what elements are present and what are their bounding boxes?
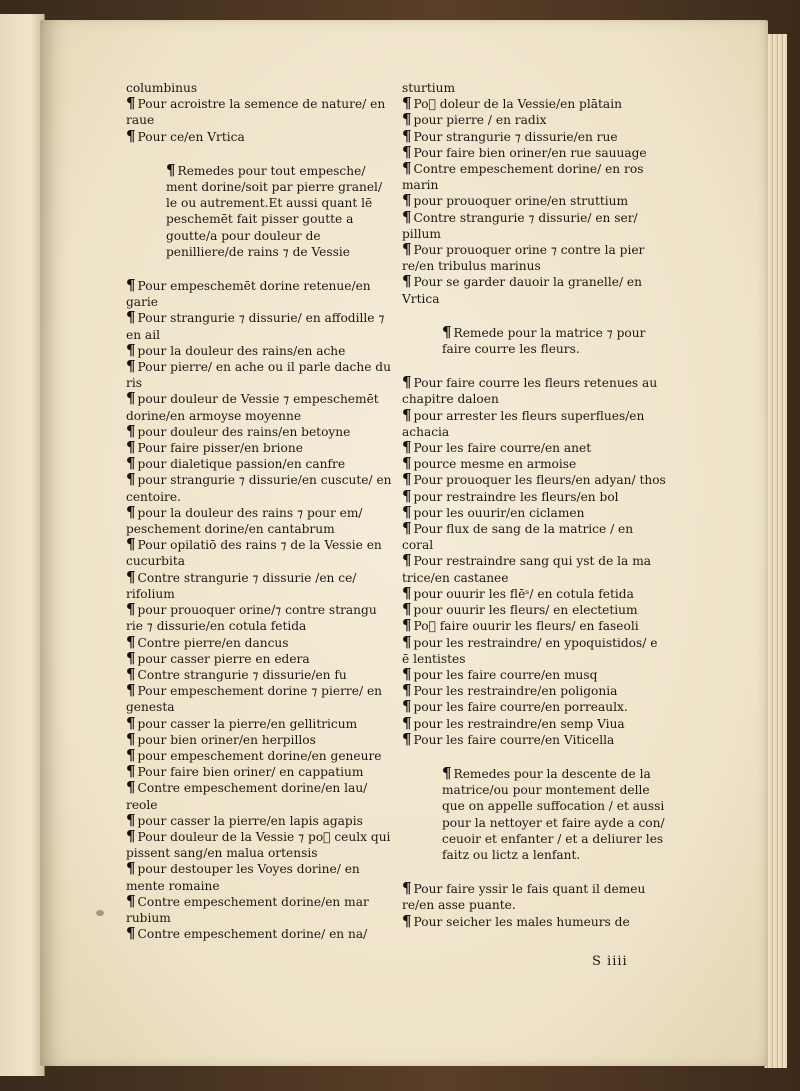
signature-mark: S iiii (592, 954, 628, 969)
entry-text: pour dialetique passion/en canfre (137, 457, 346, 472)
pilcrow-icon: ¶ (402, 713, 412, 732)
entry-text: pour ouurir les fleurs/ en electetium (413, 603, 638, 618)
pilcrow-icon: ¶ (402, 502, 412, 521)
entry-text: pour casser pierre en edera (137, 651, 310, 666)
entry-text: Remedes pour tout empesche/ ment dorine/soit par pierre granel/ le ou autrement.Et aussi quant lē peschemēt fait pisser goutte a goutte/a pour douleur de penilliere/de rains ⁊ de Vessie (166, 163, 383, 259)
remedy-entry (402, 126, 666, 145)
entry-text: pour les faire courre/en porreaulx. (413, 700, 628, 715)
remedy-entry (126, 632, 392, 651)
pilcrow-icon: ¶ (126, 276, 136, 295)
remedy-entry (126, 502, 392, 537)
remedy-entry (126, 891, 392, 926)
entry-text: Pour empeschement dorine ⁊ pierre/ en genesta (126, 684, 383, 715)
pilcrow-icon: ¶ (402, 191, 412, 210)
remedy-entry (402, 713, 666, 732)
remedy-entry (126, 456, 392, 472)
section-heading (126, 160, 392, 260)
pilcrow-icon: ¶ (402, 519, 412, 538)
entry-text: pour strangurie ⁊ dissurie/en cuscute/ en centoire. (126, 473, 392, 504)
entry-text: Pour les faire courre/en Viticella (413, 732, 615, 747)
remedy-entry (402, 602, 666, 618)
pilcrow-icon: ¶ (126, 438, 136, 457)
pilcrow-icon: ¶ (402, 110, 412, 129)
remedy-entry (402, 729, 666, 748)
pilcrow-icon: ¶ (402, 94, 412, 113)
remedy-entry (402, 142, 666, 161)
entry-text: Remede pour la matrice ⁊ pour faire courre les fleurs. (442, 325, 646, 357)
pilcrow-icon: ¶ (126, 567, 136, 586)
remedy-entry (126, 359, 392, 391)
remedy-entry (402, 472, 666, 488)
pilcrow-icon: ¶ (402, 879, 412, 898)
remedy-entry (126, 683, 392, 715)
entry-text: Contre empeschement dorine/en mar rubium (126, 894, 369, 925)
remedy-entry (402, 207, 666, 242)
ink-blot (96, 910, 104, 916)
entry-text: pour la douleur des rains/en ache (137, 343, 346, 358)
entry-text: Pour flux de sang de la matrice / en coral (402, 522, 634, 553)
pilcrow-icon: ¶ (126, 810, 136, 829)
remedy-entry (402, 193, 666, 209)
entry-text: Pour faire yssir le fais quant il demeu re/en asse puante. (402, 882, 646, 913)
left-page-edge (0, 14, 45, 1076)
pilcrow-icon: ¶ (402, 600, 412, 619)
entry-text: Pour les faire courre/en anet (413, 441, 592, 456)
entry-text: pour la douleur des rains ⁊ pour em/ peschement dorine/en cantabrum (126, 505, 363, 537)
remedy-entry (126, 537, 392, 569)
remedy-entry (402, 664, 666, 683)
section-heading (402, 763, 666, 863)
entry-text: pour casser la pierre/en gellitricum (137, 716, 358, 731)
entry-text: Pour se garder dauoir la granelle/ en Vrtica (402, 275, 642, 306)
pilcrow-icon: ¶ (126, 713, 136, 732)
entry-text: pour douleur des rains/en betoyne (137, 424, 351, 439)
pilcrow-icon: ¶ (402, 240, 412, 259)
remedy-entry (402, 274, 666, 306)
entry-text: Pour faire courre les fleurs retenues au chapitre daloen (402, 376, 658, 407)
remedy-entry (402, 911, 666, 930)
entry-text: Pour prouoquer les fleurs/en adyan/ thos (413, 473, 666, 488)
entry-text: pour les faire courre/en musq (413, 667, 598, 682)
remedy-entry (402, 456, 666, 472)
entry-text: pour arrester les fleurs superflues/en achacia (402, 408, 645, 439)
entry-text: sturtium (402, 81, 456, 95)
remedy-entry (402, 683, 666, 699)
pilcrow-icon: ¶ (402, 911, 412, 930)
entry-text: Pour pierre/ en ache ou il parle dache du ris (126, 360, 391, 391)
pilcrow-icon: ¶ (126, 859, 136, 878)
pilcrow-icon: ¶ (126, 826, 136, 845)
right-text-column (402, 80, 666, 930)
pilcrow-icon: ¶ (402, 486, 412, 505)
entry-text: pour prouoquer orine/⁊ contre strangu rie ⁊ dissurie/en cotula fetida (126, 603, 377, 634)
pilcrow-icon: ¶ (402, 373, 412, 392)
entry-text: pour pierre / en radix (413, 113, 547, 128)
pilcrow-icon: ¶ (166, 160, 176, 179)
remedy-entry (126, 440, 392, 456)
entry-text: pour prouoquer orine/en struttium (413, 194, 629, 209)
remedy-entry (402, 440, 666, 456)
entry-text: Contre empeschement dorine/ en na/ (137, 927, 368, 942)
entry-text: Pour empeschemēt dorine retenue/en garie (126, 279, 371, 310)
entry-text: Remedes pour la descente de la matrice/ou pour montement delle que on appelle suffocation / et aussi pour la nettoyer et faire ayde a con/ ceuoir et enfanter / et a deliurer les faitz ou lictz a lenfant. (442, 766, 665, 862)
pilcrow-icon: ¶ (126, 729, 136, 748)
entry-text: Pour faire pisser/en brione (137, 441, 303, 456)
remedy-entry (402, 405, 666, 440)
entry-text: Pour restraindre sang qui yst de la ma trice/en castanee (402, 554, 652, 585)
pilcrow-icon: ¶ (126, 126, 136, 145)
left-text-column (126, 80, 392, 942)
remedy-entry (126, 861, 392, 893)
remedy-entry (126, 602, 392, 634)
remedy-entry (402, 486, 666, 505)
remedy-entry (126, 664, 392, 683)
remedy-entry (126, 713, 392, 732)
pilcrow-icon: ¶ (126, 454, 136, 473)
pilcrow-icon: ¶ (126, 389, 136, 408)
remedy-entry (402, 375, 666, 407)
pilcrow-icon: ¶ (402, 207, 412, 226)
pilcrow-icon: ¶ (402, 454, 412, 473)
entry-text: Pour faire bien oriner/ en cappatium (137, 765, 364, 780)
pilcrow-icon: ¶ (126, 664, 136, 683)
remedy-entry (402, 618, 666, 634)
pilcrow-icon: ¶ (402, 470, 412, 489)
entry-text: Contre empeschement dorine/ en ros marin (402, 162, 644, 193)
remedy-entry (126, 780, 392, 812)
remedy-entry (402, 553, 666, 585)
entry-text: pour les restraindre/ en ypoquistidos/ e ē lentistes (402, 635, 658, 666)
pilcrow-icon: ¶ (126, 470, 136, 489)
remedy-entry (402, 161, 666, 193)
remedy-entry (126, 340, 392, 359)
pilcrow-icon: ¶ (126, 421, 136, 440)
entry-text: Pour prouoquer orine ⁊ contre la pier re/en tribulus marinus (402, 243, 645, 274)
remedy-entry (402, 242, 666, 274)
entry-text: pour les ouurir/en ciclamen (413, 505, 585, 520)
remedy-entry (126, 80, 392, 96)
pilcrow-icon: ¶ (442, 322, 452, 341)
entry-text: Pour les restraindre/en poligonia (413, 684, 618, 699)
pilcrow-icon: ¶ (402, 632, 412, 651)
entry-text: pour restraindre les fleurs/en bol (413, 489, 619, 504)
pilcrow-icon: ¶ (126, 891, 136, 910)
pilcrow-icon: ¶ (402, 405, 412, 424)
pilcrow-icon: ¶ (126, 762, 136, 781)
remedy-entry (126, 278, 392, 310)
pilcrow-icon: ¶ (126, 632, 136, 651)
remedy-entry (126, 310, 392, 342)
entry-text: Poᷣ faire ouurir les fleurs/ en faseoli (413, 619, 639, 634)
remedy-entry (126, 826, 392, 861)
pilcrow-icon: ¶ (402, 681, 412, 700)
remedy-entry (126, 926, 392, 942)
entry-text: columbinus (126, 81, 198, 95)
remedy-entry (402, 583, 666, 602)
remedy-entry (402, 521, 666, 553)
entry-text: pour destouper les Voyes dorine/ en mente romaine (126, 862, 360, 893)
entry-text: Poᷣ doleur de la Vessie/en plātain (413, 97, 622, 112)
remedy-entry (126, 648, 392, 667)
entry-text: Contre strangurie ⁊ dissurie/ en ser/ pillum (402, 210, 638, 241)
remedy-entry (126, 126, 392, 145)
pilcrow-icon: ¶ (126, 308, 136, 327)
entry-text: Pour acroistre la semence de nature/ en raue (126, 97, 386, 128)
remedy-entry (126, 391, 392, 423)
remedy-entry (402, 80, 666, 96)
pilcrow-icon: ¶ (126, 648, 136, 667)
remedy-entry (126, 810, 392, 829)
remedy-entry (126, 764, 392, 780)
remedy-entry (126, 567, 392, 602)
remedy-entry (402, 632, 666, 667)
pilcrow-icon: ¶ (402, 697, 412, 716)
entry-text: pour ouurir les flēˢ/ en cotula fetida (413, 586, 634, 601)
remedy-entry (126, 729, 392, 748)
entry-text: pour casser la pierre/en lapis agapis (137, 813, 363, 828)
pilcrow-icon: ¶ (126, 778, 136, 797)
remedy-entry (402, 699, 666, 715)
pilcrow-icon: ¶ (126, 94, 136, 113)
entry-text: pour empeschement dorine/en geneure (137, 748, 382, 763)
entry-text: Pour ce/en Vrtica (137, 129, 245, 144)
entry-text: pour bien oriner/en herpillos (137, 732, 316, 747)
remedy-entry (402, 881, 666, 913)
pilcrow-icon: ¶ (402, 438, 412, 457)
pilcrow-icon: ¶ (402, 583, 412, 602)
remedy-entry (402, 96, 666, 112)
remedy-entry (126, 96, 392, 128)
entry-text: Contre pierre/en dancus (137, 635, 289, 650)
remedy-entry (402, 502, 666, 521)
remedy-entry (126, 745, 392, 764)
remedy-entry (402, 112, 666, 128)
pilcrow-icon: ¶ (126, 535, 136, 554)
pilcrow-icon: ¶ (402, 616, 412, 635)
remedy-entry (126, 421, 392, 440)
entry-text: Pour seicher les males humeurs de (413, 914, 630, 929)
pilcrow-icon: ¶ (402, 729, 412, 748)
entry-text: Pour faire bien oriner/en rue sauuage (413, 145, 647, 160)
entry-text: pour les restraindre/en semp Viua (413, 716, 625, 731)
entry-text: Contre strangurie ⁊ dissurie /en ce/ rifolium (126, 570, 357, 601)
pilcrow-icon: ¶ (126, 924, 136, 943)
pilcrow-icon: ¶ (402, 272, 412, 291)
entry-text: Pour strangurie ⁊ dissurie/en rue (413, 129, 618, 144)
pilcrow-icon: ¶ (402, 142, 412, 161)
pilcrow-icon: ¶ (442, 763, 452, 782)
pilcrow-icon: ¶ (126, 357, 136, 376)
pilcrow-icon: ¶ (402, 664, 412, 683)
section-heading (402, 322, 666, 357)
remedy-entry (126, 472, 392, 504)
pilcrow-icon: ¶ (126, 600, 136, 619)
pilcrow-icon: ¶ (126, 681, 136, 700)
entry-text: Pour strangurie ⁊ dissurie/ en affodille ⁊ en ail (126, 311, 385, 342)
entry-text: Pour opilatiō des rains ⁊ de la Vessie en cucurbita (126, 538, 382, 569)
entry-text: pour douleur de Vessie ⁊ empeschemēt dorine/en armoyse moyenne (126, 392, 379, 423)
pilcrow-icon: ¶ (126, 745, 136, 764)
entry-text: Contre empeschement dorine/en lau/ reole (126, 781, 368, 812)
pilcrow-icon: ¶ (402, 126, 412, 145)
entry-text: Contre strangurie ⁊ dissurie/en fu (137, 667, 347, 682)
entry-text: Pour douleur de la Vessie ⁊ poᷣ ceulx qui pissent sang/en malua ortensis (126, 829, 391, 861)
pilcrow-icon: ¶ (126, 340, 136, 359)
pilcrow-icon: ¶ (126, 502, 136, 521)
pilcrow-icon: ¶ (402, 551, 412, 570)
pilcrow-icon: ¶ (402, 159, 412, 178)
entry-text: pource mesme en armoise (413, 457, 577, 472)
